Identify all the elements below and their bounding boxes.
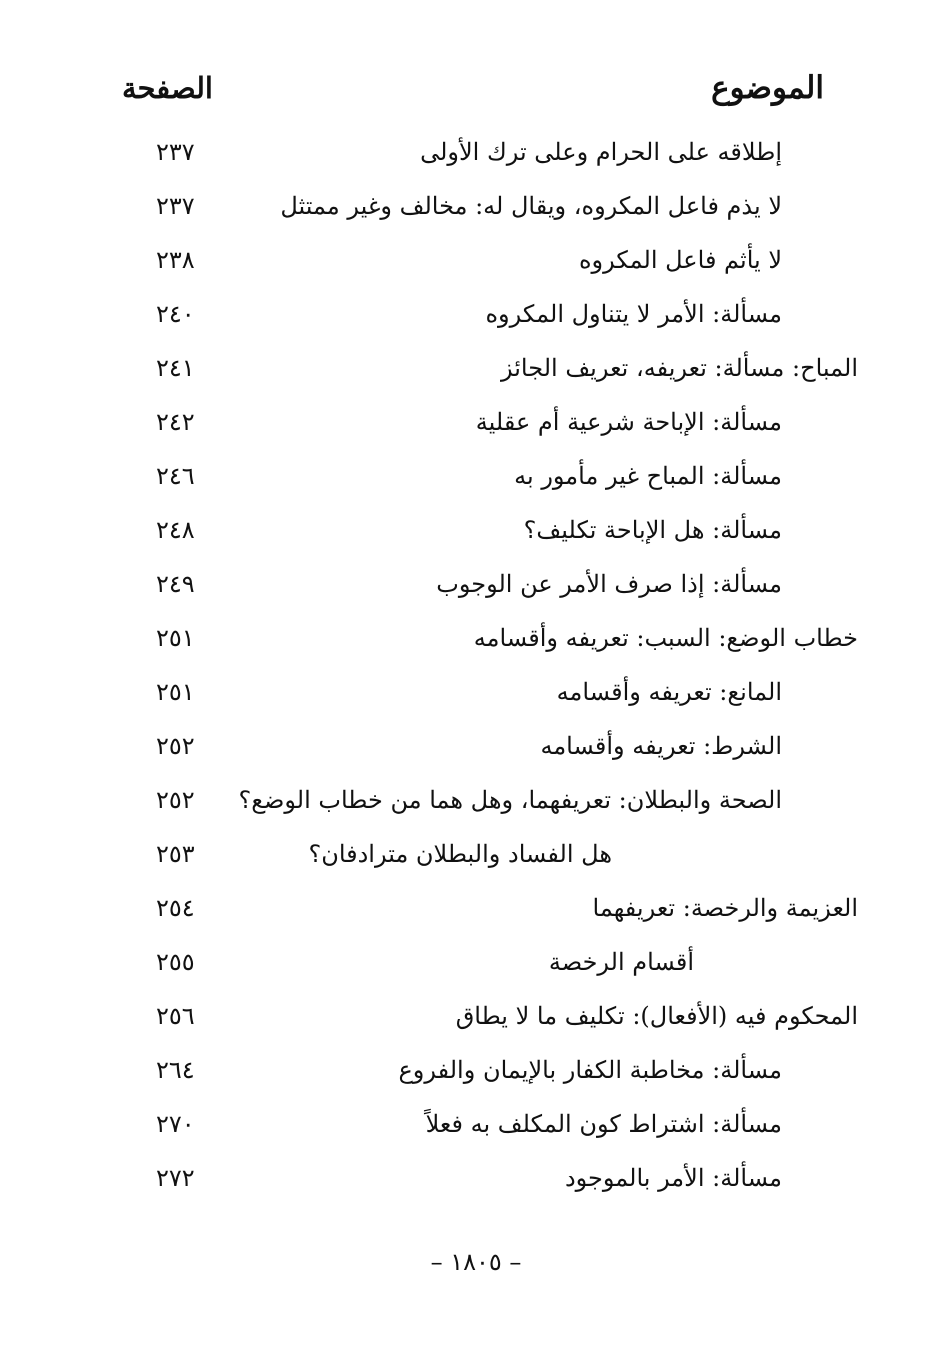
toc-entry-page: ٢٥٤	[156, 894, 195, 922]
toc-entry-title: مسألة: الأمر لا يتناول المكروه	[485, 300, 782, 328]
toc-entry-title: مسألة: الأمر بالموجود	[564, 1164, 782, 1192]
toc-entry-page: ٢٤٦	[156, 462, 195, 490]
toc-entry-title: مسألة: مخاطبة الكفار بالإيمان والفروع	[398, 1056, 782, 1084]
toc-entry	[0, 671, 952, 713]
toc-entry-page: ٢٥١	[156, 678, 195, 706]
toc-entry-page: ٢٥٥	[156, 948, 195, 976]
toc-entry-title: العزيمة والرخصة: تعريفهما	[592, 894, 858, 922]
toc-entry-page: ٢٦٤	[156, 1056, 195, 1084]
toc-entry	[0, 563, 952, 605]
toc-entry-page: ٢٥١	[156, 624, 195, 652]
toc-entry-page: ٢٥٣	[156, 840, 195, 868]
toc-entry-page: ٢٧٠	[156, 1110, 195, 1138]
toc-entry	[0, 1103, 952, 1145]
toc-entry	[0, 833, 952, 875]
toc-entry-page: ٢٣٨	[156, 246, 195, 274]
toc-entry-page: ٢٣٧	[156, 138, 195, 166]
toc-entry-page: ٢٥٦	[156, 1002, 195, 1030]
toc-entry	[0, 941, 952, 983]
toc-entry-title: مسألة: إذا صرف الأمر عن الوجوب	[436, 570, 782, 598]
toc-entry-page: ٢٤٨	[156, 516, 195, 544]
subject-column-header: الموضوع	[711, 70, 824, 106]
toc-entry-title: مسألة: هل الإباحة تكليف؟	[523, 516, 782, 544]
toc-entry	[0, 725, 952, 767]
toc-entry-title: مسألة: اشتراط كون المكلف به فعلاً	[425, 1110, 782, 1138]
toc-entry	[0, 401, 952, 443]
toc-entry-page: ٢٤١	[156, 354, 195, 382]
toc-entry-title: الصحة والبطلان: تعريفهما، وهل هما من خطاب الوضع؟	[238, 786, 782, 814]
page-column-header: الصفحة	[122, 71, 213, 105]
toc-entry-title: إطلاقه على الحرام وعلى ترك الأولى	[420, 138, 782, 166]
toc-entry	[0, 617, 952, 659]
toc-entry	[0, 239, 952, 281]
toc-entry-title: الشرط: تعريفه وأقسامه	[540, 732, 782, 760]
toc-entry-title: لا يأثم فاعل المكروه	[578, 246, 782, 274]
toc-entry-title: مسألة: الإباحة شرعية أم عقلية	[475, 408, 782, 436]
toc-entry	[0, 1157, 952, 1199]
toc-entry	[0, 185, 952, 227]
toc-entry-title: المانع: تعريفه وأقسامه	[556, 678, 782, 706]
toc-entry	[0, 779, 952, 821]
toc-entry-page: ٢٤٩	[156, 570, 195, 598]
toc-entry	[0, 995, 952, 1037]
toc-entry	[0, 131, 952, 173]
toc-entry-page: ٢٤٠	[156, 300, 195, 328]
toc-entry	[0, 509, 952, 551]
toc-entry	[0, 1049, 952, 1091]
page-number: – ١٨٠٥ –	[430, 1248, 522, 1276]
toc-entry	[0, 293, 952, 335]
toc-entry	[0, 455, 952, 497]
toc-entry	[0, 887, 952, 929]
toc-entry-title: خطاب الوضع: السبب: تعريفه وأقسامه	[473, 624, 858, 652]
toc-entry-title: أقسام الرخصة	[548, 948, 694, 976]
toc-entry-page: ٢٥٢	[156, 732, 195, 760]
toc-entry-page: ٢٥٢	[156, 786, 195, 814]
toc-entry-title: المحكوم فيه (الأفعال): تكليف ما لا يطاق	[455, 1002, 858, 1030]
toc-entry-title: المباح: مسألة: تعريفه، تعريف الجائز	[500, 354, 858, 382]
toc-entry-page: ٢٣٧	[156, 192, 195, 220]
toc-entry-title: هل الفساد والبطلان مترادفان؟	[308, 840, 612, 868]
toc-entry-page: ٢٧٢	[156, 1164, 195, 1192]
toc-entry-page: ٢٤٢	[156, 408, 195, 436]
toc-entry-title: لا يذم فاعل المكروه، ويقال له: مخالف وغير ممتثل	[280, 192, 782, 220]
toc-entry	[0, 347, 952, 389]
toc-entry-title: مسألة: المباح غير مأمور به	[514, 462, 782, 490]
